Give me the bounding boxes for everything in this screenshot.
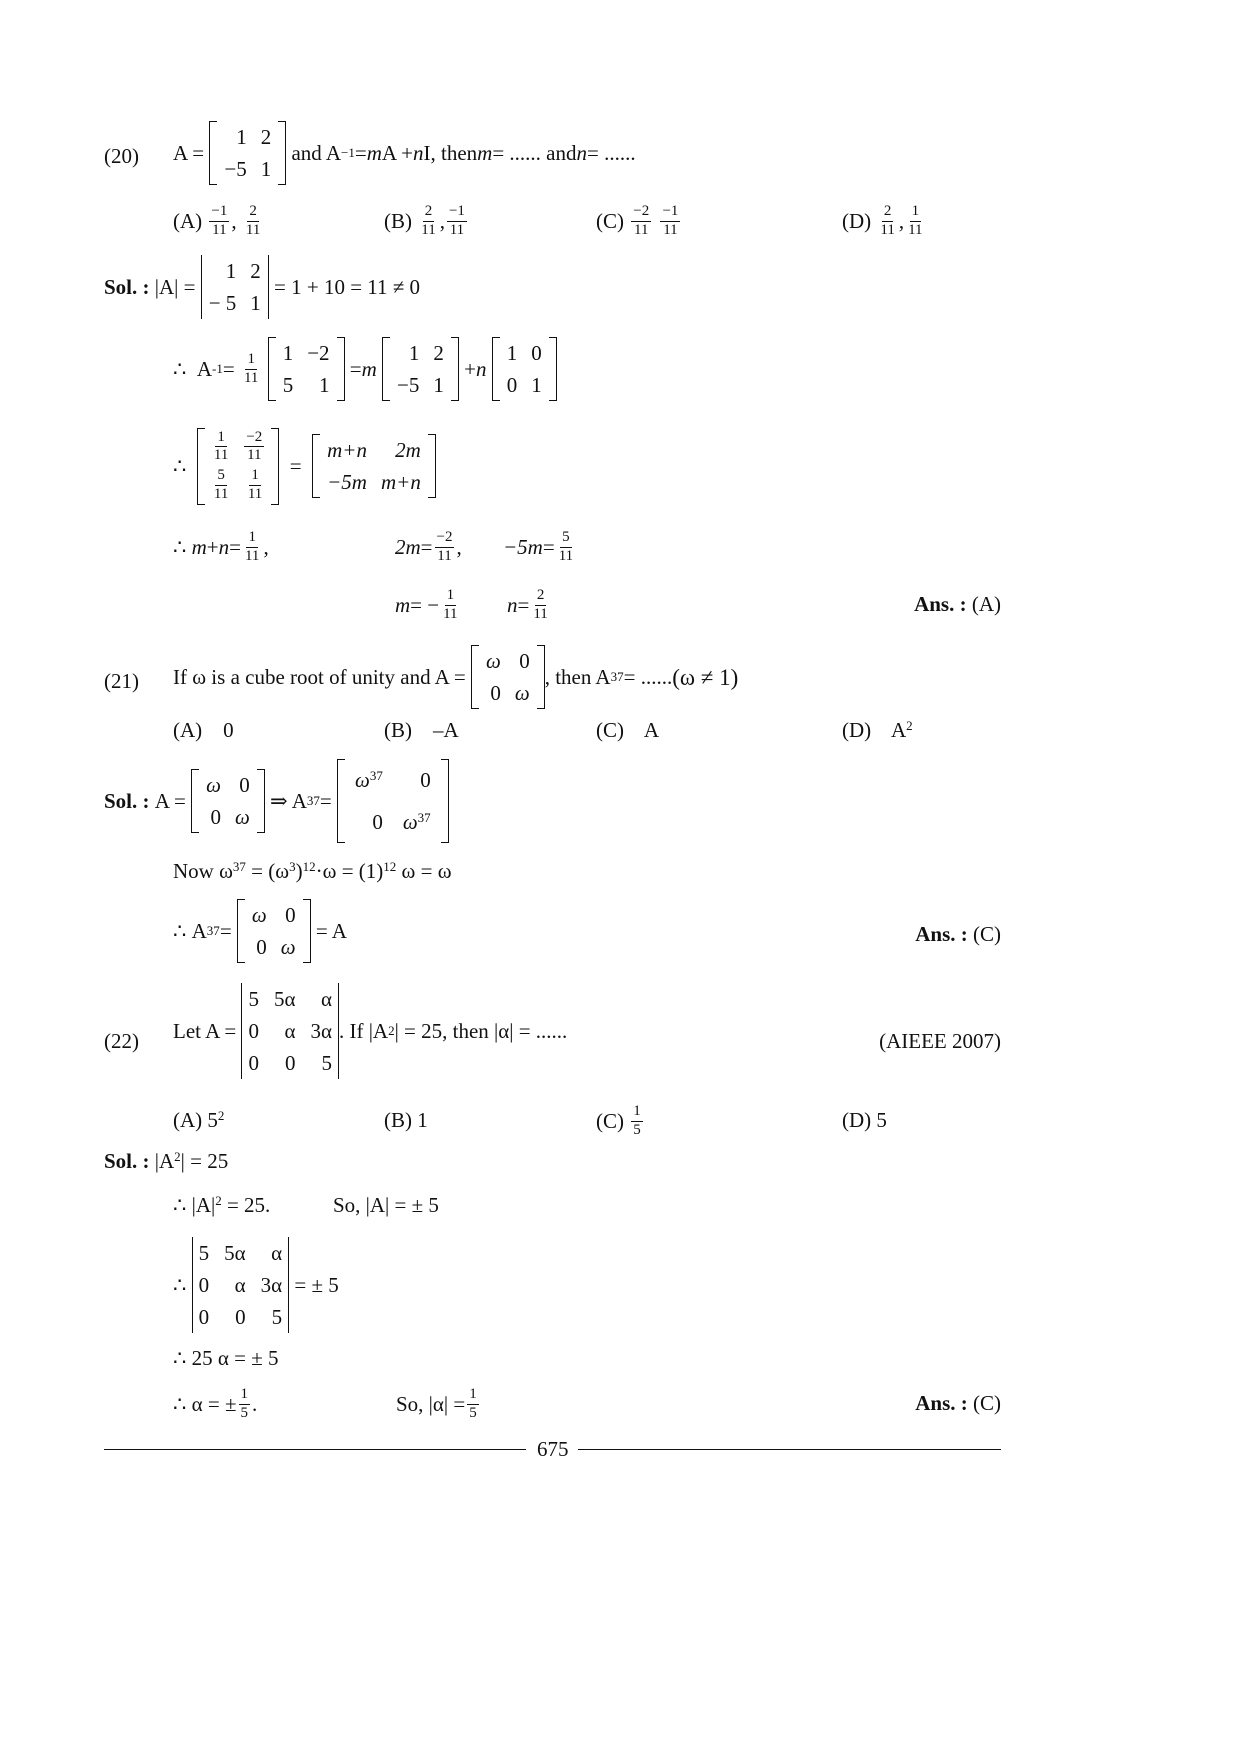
q21-answer: Ans. : (C) (915, 922, 1001, 946)
q21-question: If ω is a cube root of unity and A = ω 0 0 ω , then A 37 = ...... (ω ≠ 1) (173, 648, 738, 706)
q20-option-c: (C) $\frac{-2}{11}$ $\frac{-1}{11}$ (596, 203, 679, 238)
q20-sol-adjoint-matrix: 1 −2 5 1 (268, 337, 345, 402)
q20-question: A = 1 2 −5 1 and A −1 = m A + n I, then m = ...... and n = ...... (173, 124, 636, 182)
q20-option-b: (B) $\frac{2}{11}$ , $\frac{-1}{11}$ (384, 203, 465, 238)
q20-sol-det-line: Sol. : |A| = 1 2 − 5 1 = 1 + 10 = 11 ≠ 0 (104, 258, 420, 316)
q22-option-b: (B) 1 (384, 1108, 428, 1132)
q22-option-a: (A) $5^2$ (173, 1107, 225, 1132)
q22-sol-line5b: So, |α| = $\frac{1}{5}$ (396, 1386, 477, 1421)
q22-question: Let A = 5 5α α 0 α 3α 0 0 5 . If |A 2 | = 25, then |α| = ...... (173, 984, 567, 1078)
q20-sol-determinant: 1 2 − 5 1 (201, 255, 269, 320)
q20-sol-mn-matrix: m+n 2m −5m m+n (312, 434, 436, 499)
q20-answer: Ans. : (A) (914, 592, 1001, 616)
q21-matrix: ω 0 0 ω (471, 645, 545, 710)
q21-sol-result-matrix: ω 0 0 ω (237, 899, 311, 964)
q22-sol-line1: Sol. : $|A^2| = 25$ (104, 1148, 229, 1173)
q20-sol-matrix-a: 1 2 −5 1 (382, 337, 459, 402)
sol-label: Sol. : (104, 274, 150, 299)
q20-sol-compare-line: ∴ $\frac{1}{11}$ $\frac{-2}{11}$ $\frac{5}{11}$ $\frac{1}{11}$ = m+n 2m −5m m+n (173, 428, 436, 504)
q21-option-a: (A) 0 (173, 718, 234, 742)
q22-option-c: (C) $\frac{1}{5}$ (596, 1103, 641, 1138)
q20-option-a: (A) $\frac{-1}{11}$ , $\frac{2}{11}$ (173, 203, 261, 238)
q20-sol-2m-eq: 2m = $\frac{-2}{11}$ , (395, 529, 462, 564)
q22-sol-det-line: ∴ 5 5α α 0 α 3α 0 0 5 = ± 5 (173, 1238, 339, 1332)
q21-option-b: (B) –A (384, 718, 459, 742)
page-number: 675 (537, 1437, 569, 1461)
q20-sol-5m-eq: −5m = $\frac{5}{11}$ (503, 529, 574, 564)
q22-sol-line5: ∴ α = ± $\frac{1}{5}$ . (173, 1386, 258, 1421)
q22-sol-line4: ∴ 25 α = ± 5 (173, 1346, 279, 1370)
q22-number: (22) (104, 1029, 139, 1053)
q22-determinant: 5 5α α 0 α 3α 0 0 5 (241, 983, 339, 1080)
q21-sol-now-line: Now $\omega^{37} = (\omega^3)^{12}\cdot\omega = (1)^{12}$ ω = ω (173, 858, 452, 883)
q20-sol-fraction-matrix: $\frac{1}{11}$ $\frac{-2}{11}$ $\frac{5}{11}$ $\frac{1}{11}$ (197, 428, 279, 505)
q21-option-c: (C) A (596, 718, 659, 742)
footer-rule-right (578, 1449, 1001, 1450)
q22-sol-line2b: So, |A| = ± 5 (333, 1193, 439, 1217)
q21-number: (21) (104, 669, 139, 693)
q22-answer: Ans. : (C) (915, 1391, 1001, 1415)
q21-sol-matrix-a: ω 0 0 ω (191, 769, 265, 834)
q20-sol-inverse-line: ∴ A -1 = $\frac{1}{11}$ 1 −2 5 1 = m 1 2 −5 1 + n 1 0 0 1 (173, 340, 557, 398)
q21-sol-result-line: ∴ A 37 = ω 0 0 ω = A (173, 902, 347, 960)
q21-option-d: (D) $A^2$ (842, 717, 913, 742)
q20-sol-equations-line: ∴ m + n = $\frac{1}{11}$ , (173, 529, 269, 564)
q22-option-d: (D) 5 (842, 1108, 887, 1132)
q22-sol-line2: ∴ $|A|^2 = 25$. (173, 1192, 271, 1217)
q20-number: (20) (104, 144, 139, 168)
q22-sol-determinant: 5 5α α 0 α 3α 0 0 5 (192, 1237, 290, 1334)
q20-option-d: (D) $\frac{2}{11}$ , $\frac{1}{11}$ (842, 203, 923, 238)
q20-sol-identity-matrix: 1 0 0 1 (492, 337, 557, 402)
q22-source: (AIEEE 2007) (879, 1029, 1001, 1053)
footer-rule-left (104, 1449, 526, 1450)
q20-lhs: A = (173, 140, 205, 165)
q20-sol-m-value: m = − $\frac{1}{11}$ (395, 587, 458, 622)
q20-matrix: 1 2 −5 1 (209, 121, 286, 186)
q21-sol-matrix-a37: $\omega^{37}$ 0 0 $\omega^{37}$ (337, 759, 449, 844)
q21-sol-line1: Sol. : A = ω 0 0 ω ⇒ A 37 = $\omega^{37}$ 0 0 $\omega^{37}$ (104, 766, 449, 836)
q20-sol-n-value: n = $\frac{2}{11}$ (507, 587, 548, 622)
